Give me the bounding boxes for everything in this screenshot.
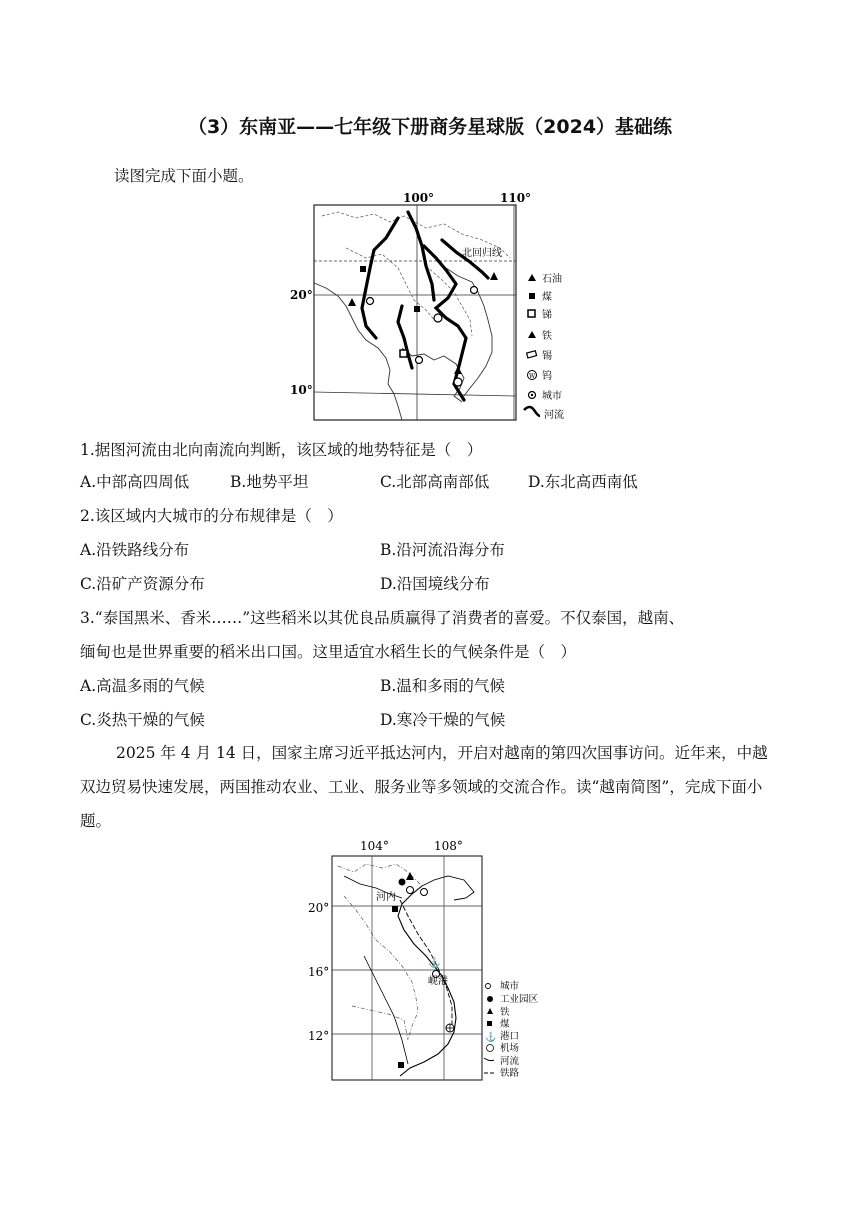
legend-label: 石油: [542, 274, 562, 285]
q3-option-a[interactable]: A.高温多雨的气候: [80, 677, 205, 695]
map1-parallel-10: [314, 392, 516, 396]
q2-stem: 2.该区域内大城市的分布规律是（ ）: [80, 507, 343, 525]
q3-option-d[interactable]: D.寒冷干燥的气候: [380, 711, 506, 729]
iron-triangle-icon: [348, 298, 356, 306]
intro-text-2: 2025 年 4 月 14 日，国家主席习近平抵达河内，开启对越南的第四次国事访问。近年来，中越双边贸易快速发展，两国推动农业、工业、服务业等多领域的交流合作。读“越南简图”，完成下面小题。: [80, 744, 768, 830]
industrial-park-icon: [487, 996, 493, 1002]
legend-label: 城市: [542, 391, 562, 402]
river-icon: [484, 1058, 494, 1061]
coal-square-icon: [360, 266, 366, 272]
legend-label: 铁路: [500, 1068, 520, 1079]
irrawaddy-river: [362, 218, 398, 338]
q1-option-a[interactable]: A.中部高四周低: [80, 473, 190, 491]
airport-icon: [487, 1045, 494, 1052]
mekong-river: [424, 246, 466, 400]
city-icon: [407, 887, 414, 894]
q1-option-d[interactable]: D.东北高西南低: [528, 473, 638, 491]
tropic-label: 北回归线: [462, 248, 502, 259]
coal-icon: [487, 1021, 492, 1026]
q3-option-c[interactable]: C.炎热干燥的气候: [80, 711, 205, 729]
legend-label: 铁: [542, 331, 552, 342]
city-icon: [471, 287, 478, 294]
q1-option-b[interactable]: B.地势平坦: [230, 473, 309, 491]
map2-lat-label-20: 20°: [308, 901, 330, 915]
map2-lon-label-104: 104°: [360, 839, 389, 853]
page-title: （3）东南亚——七年级下册商务星球版（2024）基础练: [187, 116, 673, 138]
q2-option-a[interactable]: A.沿铁路线分布: [80, 541, 190, 559]
hanoi-label: 河内: [376, 892, 396, 903]
svg-text:W: W: [529, 373, 536, 380]
iron-icon: [487, 1008, 493, 1014]
legend-label: 钨: [542, 371, 552, 382]
industrial-park-icon: [399, 879, 406, 886]
map2-lat-label-12: 12°: [308, 1029, 330, 1043]
oil-triangle-icon: [528, 274, 536, 281]
legend-label: 锡: [542, 351, 552, 362]
map1-lat-label-10: 10°: [290, 383, 313, 397]
port-icon: ⚓: [428, 958, 441, 969]
legend-label: 机场: [500, 1043, 520, 1054]
iron-icon: [406, 872, 414, 880]
coastline: [314, 283, 402, 420]
legend-label: 铁: [500, 1007, 510, 1018]
legend-label: 城市: [500, 981, 520, 992]
intro-text-1: 读图完成下面小题。: [114, 167, 254, 185]
map1-lat-label-20: 20°: [290, 288, 313, 302]
city-icon: [416, 357, 423, 364]
legend-label: 港口: [500, 1031, 520, 1042]
city-icon: [367, 298, 374, 305]
antimony-icon: [400, 350, 407, 357]
chao-phraya-river: [398, 306, 412, 368]
q3-option-b[interactable]: B.温和多雨的气候: [380, 677, 505, 695]
legend-label: 河流: [544, 410, 564, 421]
q1-option-c[interactable]: C.北部高南部低: [380, 473, 490, 491]
map2-lat-label-16: 16°: [308, 965, 330, 979]
tin-icon: [527, 351, 537, 358]
antimony-icon: [528, 310, 535, 317]
legend-label: 工业园区: [500, 994, 539, 1005]
q2-option-b[interactable]: B.沿河流沿海分布: [380, 541, 505, 559]
map1-lon-label-100: 100°: [403, 191, 435, 205]
map2-lon-label-108: 108°: [434, 839, 463, 853]
q3-stem-line-1: 3.“泰国黑米、香米……”这些稻米以其优良品质赢得了消费者的喜爱。不仅泰国，越南、: [80, 609, 685, 627]
coal-icon: [398, 1062, 404, 1068]
iron-triangle-icon: [528, 331, 536, 338]
q1-stem: 1.据图河流由北向南流向判断，该区域的地势特征是（ ）: [80, 441, 483, 459]
legend-label: 锑: [542, 310, 552, 321]
city-icon: [486, 984, 491, 989]
map1-lon-label-110: 110°: [500, 191, 532, 205]
q2-option-c[interactable]: C.沿矿产资源分布: [80, 575, 205, 593]
city-icon: [454, 378, 462, 386]
da-nang-label: 岘港: [428, 976, 448, 987]
inner-border-1: [346, 248, 436, 322]
legend-label: 煤: [542, 292, 552, 303]
river-icon: [524, 407, 540, 416]
q2-option-d[interactable]: D.沿国境线分布: [380, 575, 490, 593]
iron-triangle-icon: [454, 366, 462, 374]
oil-triangle-icon: [490, 272, 498, 280]
port-icon: ⚓: [485, 1033, 497, 1043]
map2-border-cambodia: [352, 1006, 408, 1040]
city-icon: [434, 314, 442, 322]
china-coast: [422, 876, 474, 900]
airport-icon: [421, 889, 428, 896]
vietnam-map: [304, 836, 554, 1084]
coal-square-icon: [529, 293, 535, 299]
legend-label: 河流: [500, 1056, 520, 1067]
coal-square-icon: [414, 306, 420, 312]
map2-border-west: [344, 896, 418, 1040]
q3-stem-line-2: 缅甸也是世界重要的稻米出口国。这里适宜水稻生长的气候条件是（ ）: [80, 643, 577, 661]
legend-label: 煤: [500, 1019, 510, 1030]
southeast-asia-map: [286, 188, 578, 424]
coal-icon: [392, 906, 398, 912]
